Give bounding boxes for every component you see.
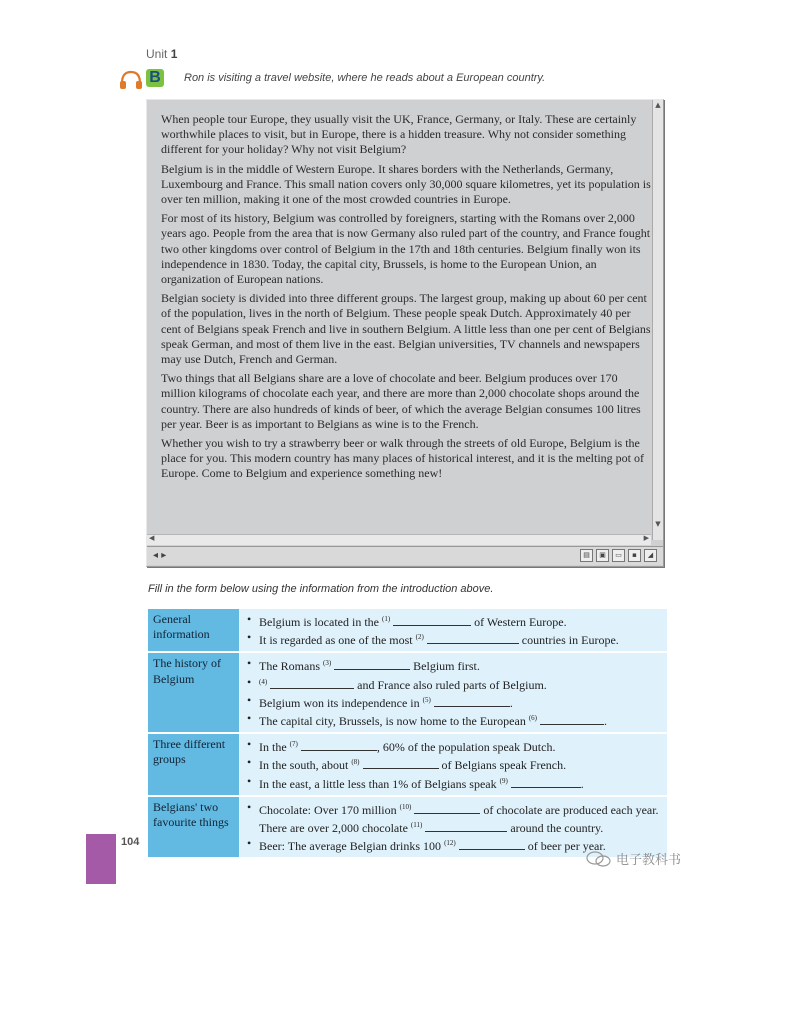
article-paragraph: Two things that all Belgians share are a love of chocolate and beer. Belgium produces over 170 million kilograms of chocolate each year, and there are more than 2,000 chocolate shops around the country. There are also hundreds of kinds of beer, of which the average Belgian consumes 100 litres per year. Beer is as important to Belgians as wine is to the French. [161, 371, 641, 431]
navigation-arrows-icon[interactable]: ◂ ▸ [153, 550, 167, 561]
answer-blank-12[interactable] [459, 838, 525, 850]
status-icons [580, 549, 657, 562]
scroll-left-icon[interactable]: ◀ [149, 534, 155, 542]
article-paragraph: Whether you wish to try a strawberry beer or walk through the streets of old Europe, Belgium is the place for you. This modern country has many places of historical interest, and it is the melting pot of Europe. Come to Belgium and experience something new! [161, 436, 644, 481]
horizontal-scrollbar[interactable] [147, 534, 651, 545]
section-header [118, 68, 678, 90]
scroll-down-icon[interactable]: ▼ [655, 520, 661, 528]
article-paragraph: Belgian society is divided into three different groups. The largest group, making up about 60 per cent of the population, lives in the north of Belgium. These people speak Dutch. Approximately 40 per cent of Belgians speak French and live in southern Belgium. A little less than one per cent of Belgians speak German, and most of them live in the east. Belgian universities, TV channels and newspapers may use Dutch, French and German. [161, 291, 651, 367]
form-item: • It is regarded as one of the most $^{(2)}$ countries in Europe. [247, 630, 661, 648]
form-item: • $^{(4)}$ and France also ruled parts of Belgium. [247, 675, 661, 693]
answer-blank-8[interactable] [363, 757, 439, 769]
scroll-right-icon[interactable]: ▶ [643, 534, 649, 542]
answer-blank-6[interactable] [540, 713, 604, 725]
headphones-icon[interactable] [118, 68, 144, 90]
print-icon[interactable]: ▤ [580, 549, 593, 562]
form-row [148, 653, 667, 734]
chat-bubbles-icon [586, 851, 612, 867]
answer-blank-11[interactable] [425, 820, 507, 832]
form-item: • Belgium won its independence in $^{(5)}$ . [247, 693, 661, 711]
watermark-text: 电子教科书 [616, 853, 682, 868]
form-category: General information [148, 609, 239, 653]
lock-icon[interactable]: ▣ [596, 549, 609, 562]
answer-blank-1[interactable] [393, 614, 471, 626]
form-item: • Chocolate: Over 170 million $^{(10)}$ of chocolate are produced each year. There are over 2,000 chocolate $^{(11)}$ around the country. [247, 800, 661, 836]
form-item: • The capital city, Brussels, is now home to the European $^{(6)}$ . [247, 711, 661, 729]
section-letter-badge: B [146, 69, 164, 87]
info-icon[interactable]: ▪ [628, 549, 641, 562]
form-category: The history of Belgium [148, 653, 239, 734]
section-instruction: Ron is visiting a travel website, where he reads about a European country. [184, 72, 546, 84]
unit-label [146, 47, 177, 61]
form-item: • The Romans $^{(3)}$ Belgium first. [247, 656, 661, 674]
form-item: • In the $^{(7)}$ , 60% of the population speak Dutch. [247, 737, 661, 755]
article-paragraph: Belgium is in the middle of Western Europe. It shares borders with the Netherlands, Germany, Luxembourg and France. This small nation covers only 30,000 square kilometres, yet its population is over ten million, making it one of the most crowded countries in Europe. [161, 161, 651, 207]
article [161, 112, 651, 486]
scroll-up-icon[interactable]: ▲ [655, 101, 661, 109]
page-icon[interactable]: ▭ [612, 549, 625, 562]
vertical-scrollbar[interactable] [652, 100, 663, 540]
page-number: 104 [121, 836, 140, 848]
form-item: • Beer: The average Belgian drinks 100 $^{(12)}$ of beer per year. [247, 836, 661, 854]
answer-blank-3[interactable] [334, 658, 410, 670]
article-paragraph: For most of its history, Belgium was controlled by foreigners, starting with the Romans over 2,000 years ago. People from the area that is now Germany also ruled part of the country, and France fought two other kingdoms over control of Belgium in the 17th and 18th centuries. Belgium finally won its independence in 1830. Today, the capital city, Brussels, is home to the European Union, an organization of European nations. [161, 211, 651, 287]
resize-grip-icon[interactable]: ◢ [644, 549, 657, 562]
unit-prefix: Unit [146, 47, 168, 61]
answer-blank-5[interactable] [434, 695, 510, 707]
form-item: • In the east, a little less than 1% of Belgians speak $^{(9)}$ . [247, 774, 661, 792]
unit-number: 1 [170, 47, 178, 61]
browser-window [146, 99, 664, 567]
form-item: • In the south, about $^{(8)}$ of Belgians speak French. [247, 755, 661, 773]
answer-blank-10[interactable] [414, 802, 480, 814]
form-item: • Belgium is located in the $^{(1)}$ of Western Europe. [247, 612, 661, 630]
page-color-tab [86, 834, 116, 884]
watermark [586, 849, 706, 869]
answer-blank-9[interactable] [511, 776, 581, 788]
status-bar [147, 546, 663, 565]
form-row [148, 609, 667, 653]
answer-blank-2[interactable] [427, 632, 519, 644]
article-paragraph: When people tour Europe, they usually visit the UK, France, Germany, or Italy. These are certainly worthwhile places to visit, but in Europe, there is a hidden treasure. Why not consider something different for your holiday? Why not visit Belgium? [161, 112, 637, 157]
form-instruction: Fill in the form below using the information from the introduction above. [148, 583, 494, 595]
answer-blank-4[interactable] [270, 677, 354, 689]
fill-in-form [148, 609, 667, 859]
form-category: Three different groups [148, 734, 239, 797]
answer-blank-7[interactable] [301, 739, 377, 751]
form-category: Belgians' two favourite things [148, 797, 239, 860]
form-row [148, 734, 667, 797]
